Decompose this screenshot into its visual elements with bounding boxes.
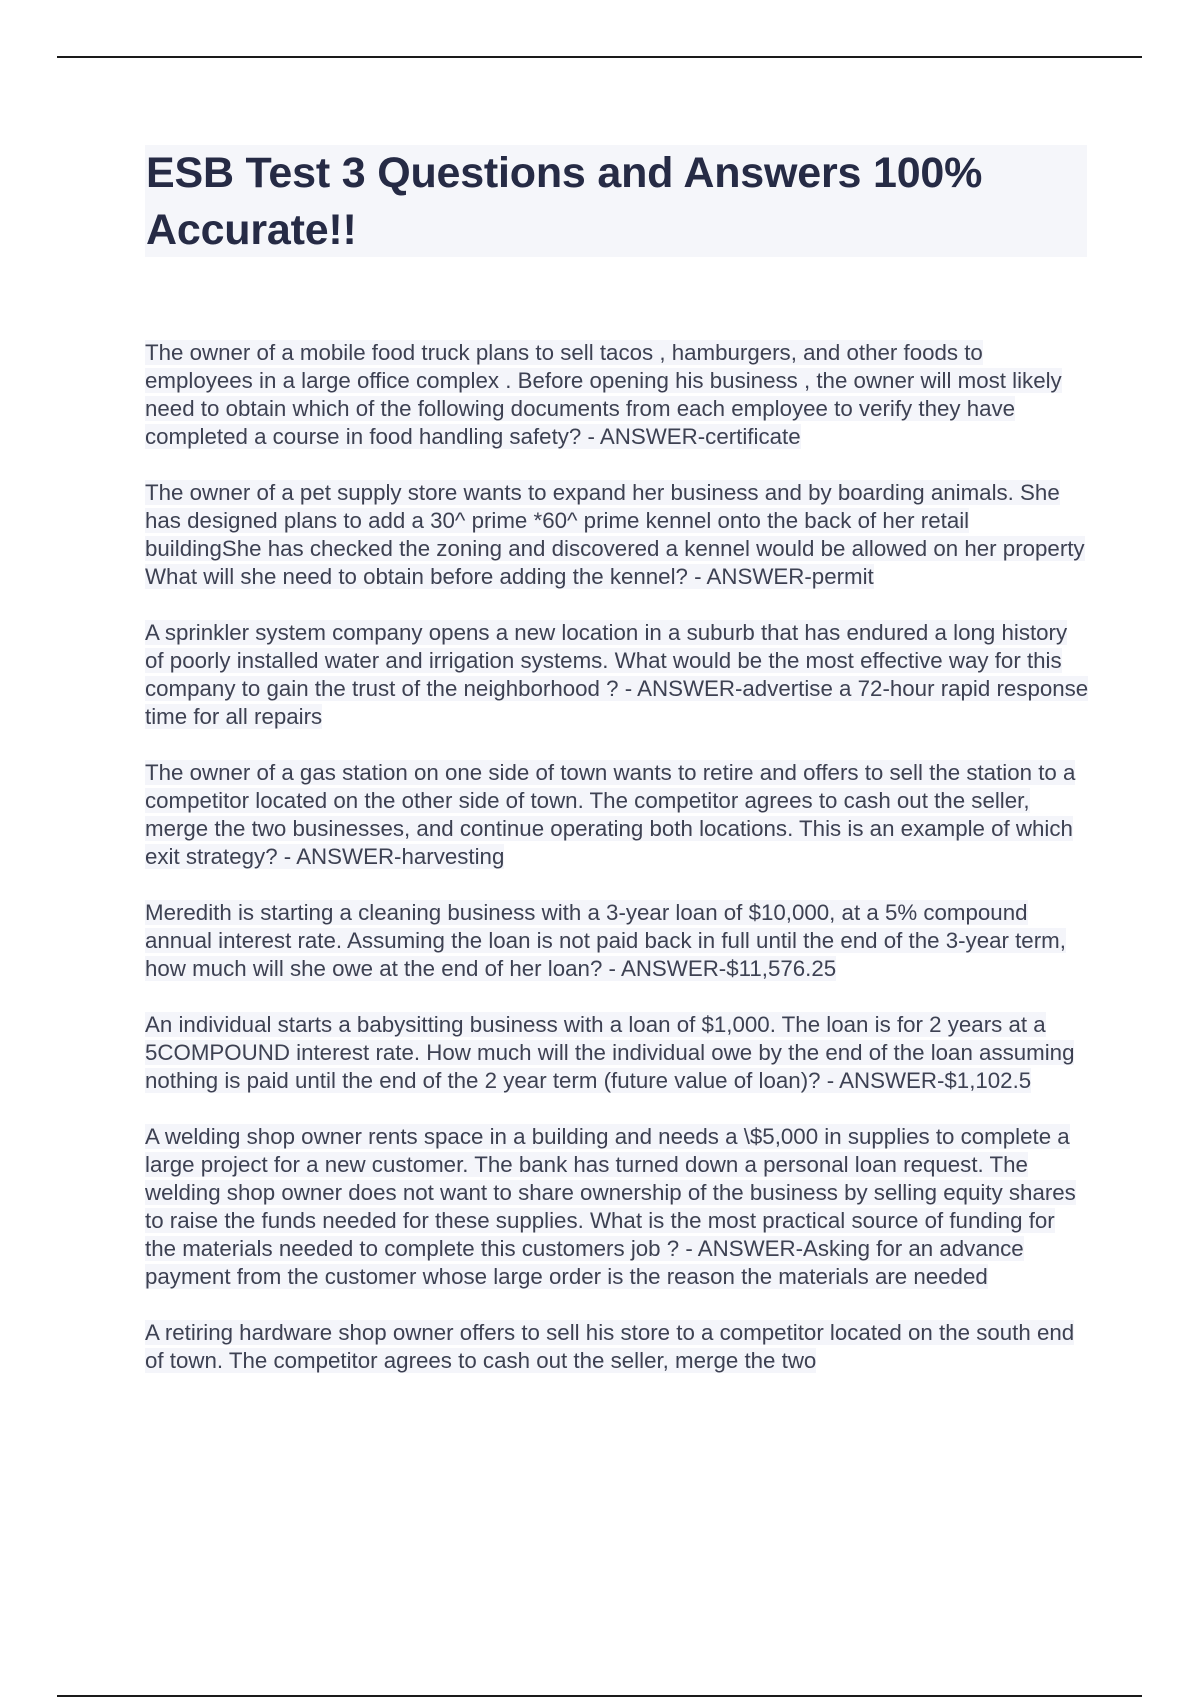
qa-list — [145, 339, 1090, 1403]
title-block — [145, 145, 1087, 257]
qa-text: The owner of a mobile food truck plans to sell tacos , hamburgers, and other foods to employees in a large office complex . Before opening his business , the owner will most likely need to obtain which of the following documents from each employee to verify they have completed a course in food handling safety? - ANSWER-certificate — [145, 340, 1062, 449]
qa-text: An individual starts a babysitting business with a loan of $1,000. The loan is for 2 years at a 5COMPOUND interest rate. How much will the individual owe by the end of the loan assuming nothing is paid until the end of the 2 year term (future value of loan)? - ANSWER-$1,102.5 — [145, 1012, 1075, 1093]
qa-text: The owner of a pet supply store wants to expand her business and by boarding animals. She has designed plans to add a 30^ prime *60^ prime kennel onto the back of her retail buildingShe has checked the zoning and discovered a kennel would be allowed on her property What will she need to obtain before adding the kennel? - ANSWER-permit — [145, 480, 1085, 589]
bottom-rule — [57, 1695, 1142, 1697]
qa-item — [145, 619, 1090, 731]
qa-item — [145, 479, 1090, 591]
qa-text: Meredith is starting a cleaning business with a 3-year loan of $10,000, at a 5% compound annual interest rate. Assuming the loan is not paid back in full until the end of the 3-year term, how much will she owe at the end of her loan? - ANSWER-$11,576.25 — [145, 900, 1066, 981]
qa-text: The owner of a gas station on one side of town wants to retire and offers to sell the station to a competitor located on the other side of town. The competitor agrees to cash out the seller, merge the two businesses, and continue operating both locations. This is an example of which exit strategy? - ANSWER-harvesting — [145, 760, 1076, 869]
qa-item — [145, 759, 1090, 871]
qa-item — [145, 1011, 1090, 1095]
top-rule — [57, 56, 1142, 58]
qa-text: A retiring hardware shop owner offers to sell his store to a competitor located on the south end of town. The competitor agrees to cash out the seller, merge the two — [145, 1320, 1075, 1373]
document-title: ESB Test 3 Questions and Answers 100% Accurate!! — [146, 149, 983, 254]
qa-item — [145, 899, 1090, 983]
qa-item — [145, 1123, 1090, 1291]
qa-text: A sprinkler system company opens a new location in a suburb that has endured a long history of poorly installed water and irrigation systems. What would be the most effective way for this company to gain the trust of the neighborhood ? - ANSWER-advertise a 72-hour rapid response time for all repairs — [145, 620, 1089, 729]
qa-text: A welding shop owner rents space in a building and needs a \$5,000 in supplies to complete a large project for a new customer. The bank has turned down a personal loan request. The welding shop owner does not want to share ownership of the business by selling equity shares to raise the funds needed for these supplies. What is the most practical source of funding for the materials needed to complete this customers job ? - ANSWER-Asking for an advance payment from the customer whose large order is the reason the materials are needed — [145, 1124, 1076, 1289]
qa-item — [145, 339, 1090, 451]
qa-item — [145, 1319, 1090, 1375]
